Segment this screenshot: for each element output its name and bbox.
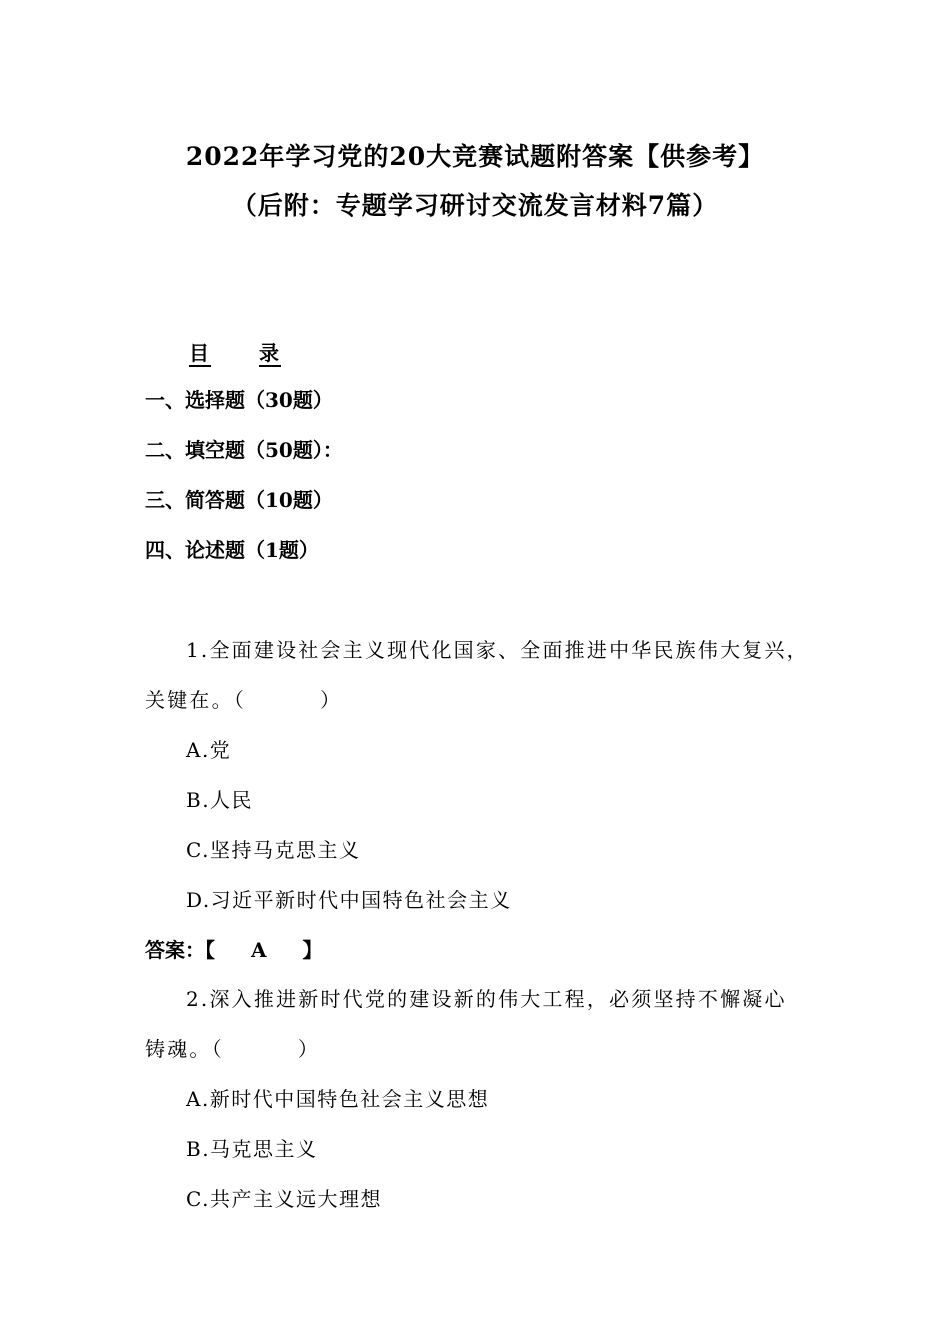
toc-heading-right: 录 [259, 341, 281, 365]
question-2-option-c: C.共产主义远大理想 [186, 1187, 382, 1211]
question-2-option-a: A.新时代中国特色社会主义思想 [186, 1087, 490, 1111]
question-1-stem-line-2 [145, 686, 342, 714]
toc-heading [189, 339, 281, 367]
document-title-line-1: 2022年学习党的20大竞赛试题附答案【供参考】 [185, 142, 765, 171]
question-2-option-b: B.马克思主义 [186, 1137, 318, 1161]
toc-item-2: 二、填空题（50题）： [145, 438, 343, 462]
question-1-answer [145, 936, 323, 964]
question-1-stem-prefix: 关键在。（ [145, 688, 246, 712]
question-2-stem-suffix: ） [297, 1037, 321, 1061]
answer-label: 答案：【 [145, 938, 215, 962]
question-1-option-c: C.坚持马克思主义 [186, 838, 361, 862]
toc-item-4: 四、论述题（1题） [145, 538, 319, 562]
toc-item-3: 三、简答题（10题） [145, 488, 333, 512]
question-1-option-a: A.党 [186, 738, 232, 762]
question-1-option-b: B.人民 [186, 788, 254, 812]
document-title-line-2: （后附：专题学习研讨交流发言材料7篇） [231, 191, 719, 220]
toc-heading-left: 目 [189, 341, 211, 365]
question-1-stem-line-1: 1.全面建设社会主义现代化国家、全面推进中华民族伟大复兴， [186, 638, 809, 662]
question-1-option-d: D.习近平新时代中国特色社会主义 [186, 888, 512, 912]
question-1-stem-suffix: ） [320, 688, 343, 712]
answer-close: 】 [302, 938, 323, 962]
question-2-stem-prefix: 铸魂。（ [145, 1037, 224, 1061]
question-2-stem-line-2 [145, 1035, 320, 1063]
toc-item-1: 一、选择题（30题） [145, 388, 333, 412]
answer-value: A [251, 938, 267, 962]
question-2-stem-line-1: 2.深入推进新时代党的建设新的伟大工程，必须坚持不懈凝心 [186, 987, 787, 1011]
